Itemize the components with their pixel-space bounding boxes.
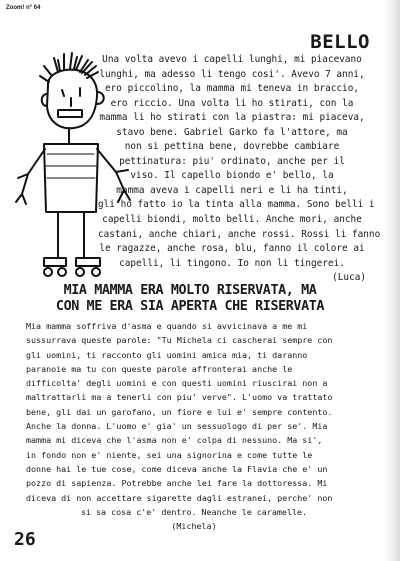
page-number: 26 — [14, 529, 36, 550]
story1-line: mamma aveva i capelli neri e li ha tinti, — [116, 184, 348, 196]
story1-line: viso. Il capello biondo e' bello, la — [130, 170, 334, 182]
story1-line: castani, anche chiari, anche rossi. Rossi li fanno — [98, 228, 381, 240]
zine-issue-label: Zoom! n° 64 — [6, 5, 41, 11]
story1-line: gli ho fatto io la tinta alla mamma. Sono belli i — [98, 199, 375, 211]
story1-signature: (Luca) — [332, 272, 366, 284]
story2-title-line: CON ME ERA SIA APERTA CHE RISERVATA — [55, 299, 325, 314]
story1-line: stavo bene. Gabriel Garko fa l'attore, ma — [116, 126, 348, 138]
story2-line: difficolta' degli uomini e con questi uomini riuscirai non a — [26, 378, 328, 389]
story2-line: pozzo di sapienza. Potrebbe anche lei fare la dottoressa. Mi — [26, 478, 328, 489]
story2-line: Anche la donna. L'uomo e' gia' un sessuologo di per se'. Mia — [26, 421, 328, 432]
story1-body — [98, 53, 381, 286]
story2-line: donne hai le tue cose, come diceva anche la Flavia che e' un — [26, 463, 328, 474]
story1-line: non si pettina bene, dovrebbe cambiare — [124, 141, 340, 153]
story2-line: mamma mi diceva che l'asma non e' colpa di nessuno. Ma si', — [26, 435, 323, 446]
story2-line: maltrattarli ma a tenerli con piu' verve". L'uomo va trattato — [26, 392, 333, 403]
story2-line: diceva di non accettare sigarette dagli estranei, perche' non — [26, 492, 333, 503]
story2-line: gli uomini, ti racconto gli uomini amica mia, ti daranno — [26, 349, 308, 360]
story2-title — [18, 283, 362, 315]
story1-line: ero piccolino, la mamma mi teneva in braccio, — [105, 83, 359, 95]
story1-line: capelli, li tingono. Io non li tingerei. — [119, 257, 345, 269]
story2-title-line: MIA MAMMA ERA MOLTO RISERVATA, MA — [63, 283, 317, 298]
story1-line: ero riccio. Una volta li ho stirati, con la — [110, 97, 354, 109]
story1-line: capelli biondi, molto belli. Anche mori, anche — [102, 214, 362, 226]
story2-line: sussurrava queste parole: "Tu Michela ci cascherai sempre con — [26, 335, 333, 346]
page-edge-shadow — [384, 0, 400, 561]
story2-line: bene, gli dai un garofano, un fiore e lui e' sempre contento. — [26, 406, 333, 417]
story1-title: BELLO — [310, 31, 370, 53]
story1-line: le ragazze, anche rosa, blu, fanno il colore ai — [99, 243, 365, 255]
story2-line: paranoie ma tu con queste parole affronterai anche le — [26, 363, 293, 374]
story1-line: pettinatura: piu' ordinato, anche per il — [119, 155, 345, 167]
story2-line: Mia mamma soffriva d'asma e quando si avvicinava a me mi — [26, 321, 308, 331]
story1-line: lunghi, ma adesso li tengo cosi'. Avevo 7 anni, — [99, 68, 365, 80]
story1-line: Una volta avevo i capelli lunghi, mi piacevano — [102, 54, 362, 65]
story1-line: mamma li ho stirati con la piastra: mi piaceva, — [99, 112, 365, 124]
story2-line: in fondo non e' niente, sei una signorina e come tutte le — [26, 449, 313, 460]
story2-line: si sa cosa c'e' dentro. Neanche le caramelle. — [80, 506, 308, 517]
story2-body — [26, 319, 362, 533]
story2-signature: (Michela) — [171, 521, 217, 532]
